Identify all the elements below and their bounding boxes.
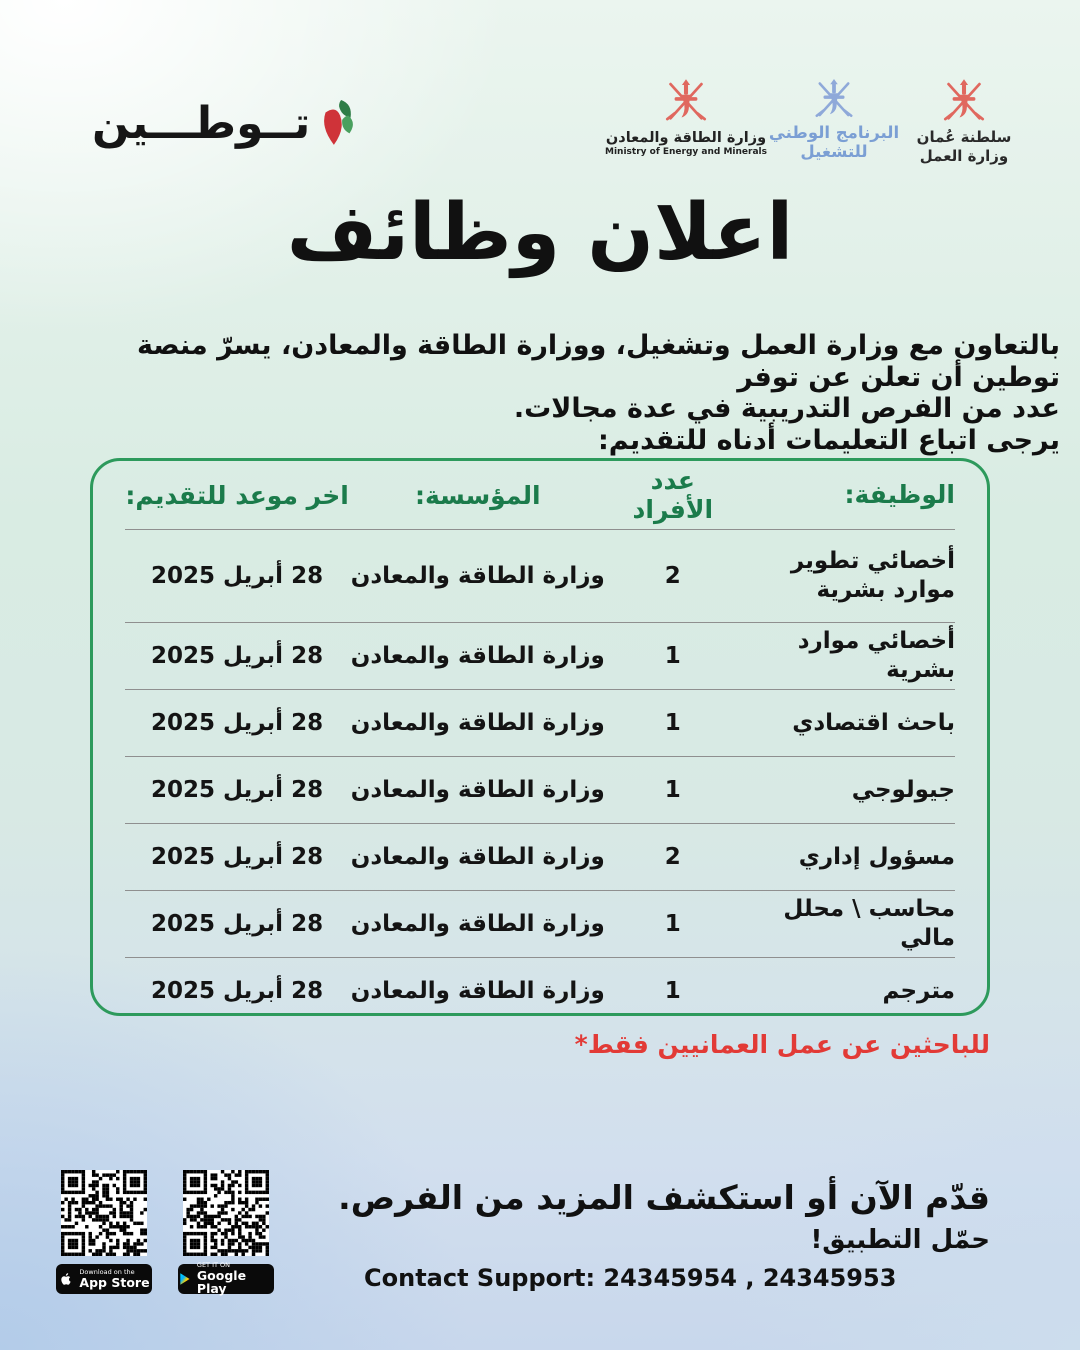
call-to-action — [338, 1178, 990, 1255]
intro-line-2: عدد من الفرص التدريبية في عدة مجالات. — [513, 393, 1060, 425]
job-deadline: 28 أبريل 2025 — [151, 563, 324, 589]
logo-national-employment-program — [768, 76, 900, 162]
app-store-badge-bottom: App Store — [79, 1274, 150, 1290]
logo-ministry-energy-minerals — [605, 76, 767, 157]
government-logos — [605, 76, 1016, 166]
logo-ministry-of-labour — [912, 76, 1016, 166]
google-play-badge-bottom: Google Play — [196, 1268, 247, 1297]
intro-line-3: يرجى اتباع التعليمات أدناه للتقديم: — [597, 424, 1060, 456]
header-job: الوظيفة: — [844, 480, 955, 510]
tawteen-wordmark: تــوطـــين — [92, 98, 311, 149]
job-count: 1 — [664, 710, 681, 736]
job-org: وزارة الطاقة والمعادن — [350, 911, 605, 937]
table-header-row — [125, 461, 955, 529]
header-deadline: اخر موعد للتقديم: — [125, 480, 349, 510]
app-store-download — [56, 1170, 152, 1294]
job-title: باحث اقتصادي — [792, 709, 955, 736]
job-title: جيولوجي — [851, 776, 955, 803]
labour-ministry-name-line1: سلطنة عُمان — [916, 128, 1012, 146]
table-row — [125, 890, 955, 957]
job-count: 2 — [664, 844, 681, 870]
table-row — [125, 823, 955, 890]
contact-support: Contact Support: 24345954 , 24345953 — [364, 1264, 897, 1292]
energy-ministry-name-en: Ministry of Energy and Minerals — [605, 147, 767, 157]
table-row — [125, 689, 955, 756]
employment-program-name-line2: للتشغيل — [800, 141, 868, 161]
job-count: 2 — [664, 563, 681, 589]
google-play-download — [178, 1170, 274, 1297]
job-org: وزارة الطاقة والمعادن — [350, 710, 605, 736]
jobs-table — [90, 458, 990, 1016]
job-org: وزارة الطاقة والمعادن — [350, 844, 605, 870]
page-title: اعلان وظائف — [286, 188, 794, 278]
table-row — [125, 756, 955, 823]
job-count: 1 — [664, 911, 681, 937]
job-title: مسؤول إداري — [798, 843, 955, 870]
job-org: وزارة الطاقة والمعادن — [350, 978, 605, 1004]
app-store-badge[interactable] — [56, 1264, 152, 1294]
job-title: محاسب \ محلل مالي — [783, 896, 955, 951]
cta-apply-now: قدّم الآن أو استكشف المزيد من الفرص. — [338, 1178, 990, 1217]
table-row — [125, 957, 955, 1024]
job-org: وزارة الطاقة والمعادن — [350, 643, 605, 669]
apple-icon — [58, 1270, 74, 1288]
intro-line-1: بالتعاون مع وزارة العمل وتشغيل، ووزارة الطاقة والمعادن، يسرّ منصة توطين أن تعلن عن توفر — [137, 330, 1060, 393]
google-play-badge[interactable] — [178, 1261, 274, 1297]
job-title: مترجم — [882, 977, 955, 1004]
qr-code-google-play — [183, 1170, 269, 1256]
intro-paragraph — [100, 330, 1060, 456]
employment-program-name-line1: البرنامج الوطني — [768, 123, 900, 142]
job-org: وزارة الطاقة والمعادن — [350, 563, 605, 589]
job-deadline: 28 أبريل 2025 — [151, 643, 324, 669]
job-title: أخصائي موارد بشرية — [797, 628, 955, 683]
header-org: المؤسسة: — [414, 480, 541, 510]
job-deadline: 28 أبريل 2025 — [151, 911, 324, 937]
job-count: 1 — [664, 643, 681, 669]
job-title: أخصائي تطوير موارد بشرية — [790, 548, 955, 603]
oman-emblem-icon — [660, 76, 712, 128]
job-count: 1 — [664, 978, 681, 1004]
play-icon — [178, 1271, 192, 1287]
google-play-badge-top: GET IT ON — [196, 1261, 231, 1270]
table-row — [125, 529, 955, 622]
qr-code-app-store — [61, 1170, 147, 1256]
job-org: وزارة الطاقة والمعادن — [350, 777, 605, 803]
job-deadline: 28 أبريل 2025 — [151, 710, 324, 736]
job-deadline: 28 أبريل 2025 — [151, 777, 324, 803]
labour-ministry-name-line2: وزارة العمل — [919, 146, 1009, 165]
table-row — [125, 622, 955, 689]
job-count: 1 — [664, 777, 681, 803]
tawteen-icon — [316, 99, 358, 149]
job-deadline: 28 أبريل 2025 — [151, 844, 324, 870]
tawteen-logo — [92, 98, 358, 149]
energy-ministry-name-ar: وزارة الطاقة والمعادن — [605, 130, 767, 146]
omanis-only-note: للباحثين عن عمل العمانيين فقط* — [574, 1030, 990, 1059]
cta-download-app: حمّل التطبيق! — [810, 1225, 990, 1255]
app-store-badge-top: Download on the — [79, 1268, 135, 1277]
oman-emblem-icon — [810, 76, 858, 124]
oman-emblem-icon — [938, 76, 990, 128]
header-count: عدد الأفراد — [632, 466, 714, 524]
job-deadline: 28 أبريل 2025 — [151, 978, 324, 1004]
